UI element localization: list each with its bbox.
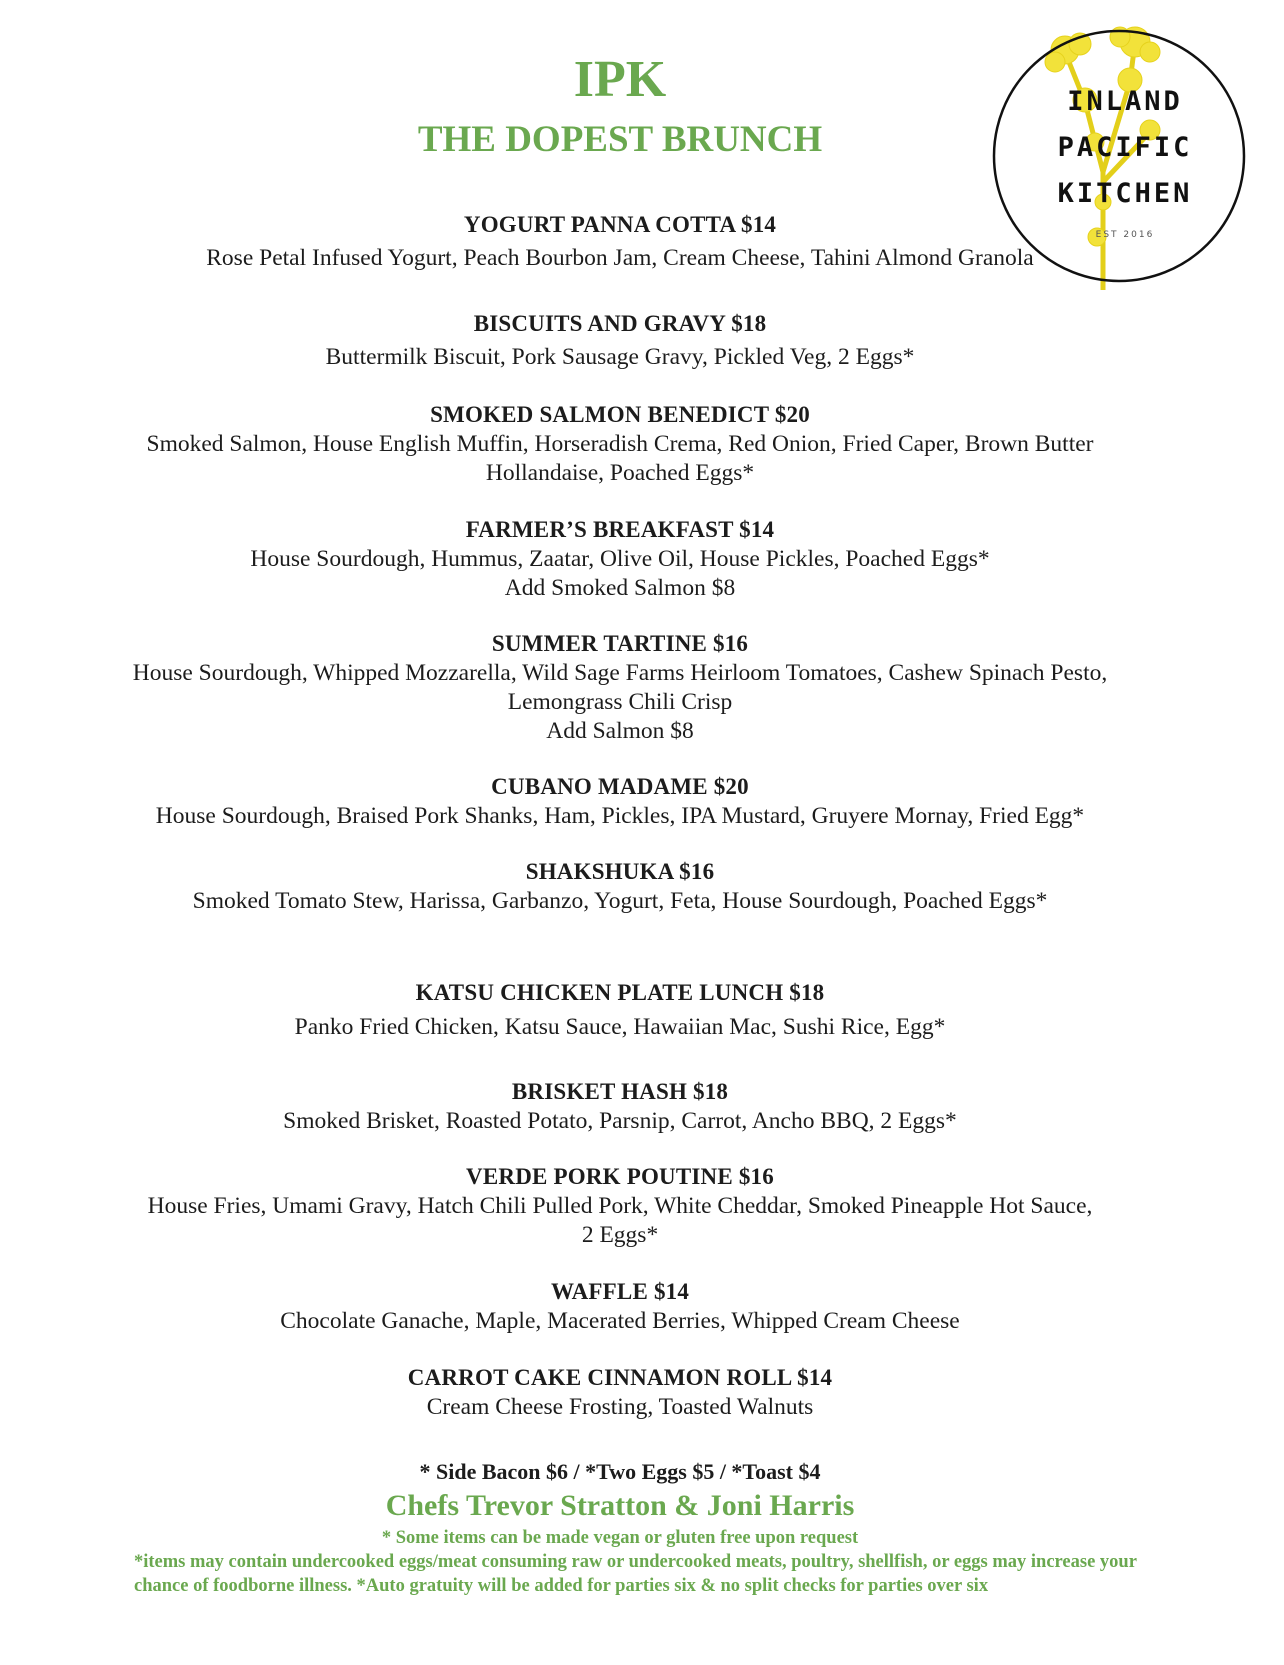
menu-subtitle: THE DOPEST BRUNCH	[417, 119, 823, 160]
menu-item	[100, 629, 1140, 746]
menu-item	[100, 1277, 1140, 1336]
item-name: FARMER’S BREAKFAST $14	[465, 517, 775, 542]
logo-line-3: KITCHEN	[1057, 178, 1193, 209]
item-description: Chocolate Ganache, Maple, Macerated Berries, Whipped Cream Cheese	[280, 1308, 960, 1334]
item-name: CUBANO MADAME $20	[491, 774, 749, 799]
logo-line-1: INLAND	[1067, 86, 1183, 117]
item-description: House Fries, Umami Gravy, Hatch Chili Pulled Pork, White Cheddar, Smoked Pineapple Hot Sauce, 2 Eggs*	[147, 1193, 1093, 1248]
sides-line: * Side Bacon $6 / *Two Eggs $5 / *Toast $4	[419, 1459, 821, 1484]
item-name: BISCUITS AND GRAVY $18	[473, 311, 767, 336]
menu-title: IPK	[573, 51, 667, 108]
vegan-note: * Some items can be made vegan or gluten free upon request	[381, 1528, 859, 1548]
item-description: Panko Fried Chicken, Katsu Sauce, Hawaiian Mac, Sushi Rice, Egg*	[294, 1014, 946, 1040]
menu-item	[100, 515, 1140, 603]
menu-item	[100, 857, 1140, 916]
item-description: House Sourdough, Whipped Mozzarella, Wild Sage Farms Heirloom Tomatoes, Cashew Spinach Pesto, Lemongrass Chili Crisp	[132, 660, 1108, 715]
item-description: House Sourdough, Braised Pork Shanks, Ham, Pickles, IPA Mustard, Gruyere Mornay, Fried Egg*	[155, 803, 1085, 829]
item-description: Smoked Brisket, Roasted Potato, Parsnip, Carrot, Ancho BBQ, 2 Eggs*	[283, 1108, 957, 1134]
item-name: YOGURT PANNA COTTA $14	[463, 212, 777, 237]
item-description: Buttermilk Biscuit, Pork Sausage Gravy, Pickled Veg, 2 Eggs*	[325, 344, 915, 370]
menu-item	[100, 1363, 1140, 1422]
item-name: CARROT CAKE CINNAMON ROLL $14	[407, 1365, 833, 1390]
item-name: WAFFLE $14	[550, 1279, 690, 1304]
item-name: BRISKET HASH $18	[511, 1079, 729, 1104]
logo-line-2: PACIFIC	[1057, 132, 1193, 163]
item-description: Smoked Tomato Stew, Harissa, Garbanzo, Yogurt, Feta, House Sourdough, Poached Eggs*	[192, 888, 1048, 914]
item-description: Smoked Salmon, House English Muffin, Horseradish Crema, Red Onion, Fried Caper, Brown Butter Hollandaise, Poached Eggs*	[146, 431, 1094, 486]
item-description: House Sourdough, Hummus, Zaatar, Olive Oil, House Pickles, Poached Eggs*	[250, 546, 990, 572]
logo-est: EST 2016	[1095, 230, 1155, 240]
menu-item	[100, 772, 1140, 831]
menu-item	[100, 1162, 1140, 1250]
menu-item	[100, 210, 1140, 273]
item-name: VERDE PORK POUTINE $16	[466, 1164, 774, 1189]
menu-item	[100, 1077, 1140, 1136]
item-add-on: Add Smoked Salmon $8	[504, 575, 736, 601]
menu-item	[100, 309, 1140, 372]
chefs-credit: Chefs Trevor Stratton & Joni Harris	[385, 1489, 855, 1522]
item-name: KATSU CHICKEN PLATE LUNCH $18	[415, 980, 825, 1005]
menu-item	[100, 400, 1140, 488]
item-name: SHAKSHUKA $16	[525, 859, 715, 884]
menu-item	[100, 978, 1140, 1042]
item-description: Rose Petal Infused Yogurt, Peach Bourbon Jam, Cream Cheese, Tahini Almond Granola	[206, 245, 1034, 271]
item-name: SMOKED SALMON BENEDICT $20	[430, 402, 810, 427]
item-name: SUMMER TARTINE $16	[491, 631, 749, 656]
item-add-on: Add Salmon $8	[546, 718, 694, 744]
food-safety-disclaimer: *items may contain undercooked eggs/meat consuming raw or undercooked meats, poultry, shellfish, or eggs may increase your chance of foodborne illness. *Auto gratuity will be added for parties six & no split checks for parties over six	[134, 1552, 1137, 1596]
item-description: Cream Cheese Frosting, Toasted Walnuts	[426, 1394, 814, 1420]
